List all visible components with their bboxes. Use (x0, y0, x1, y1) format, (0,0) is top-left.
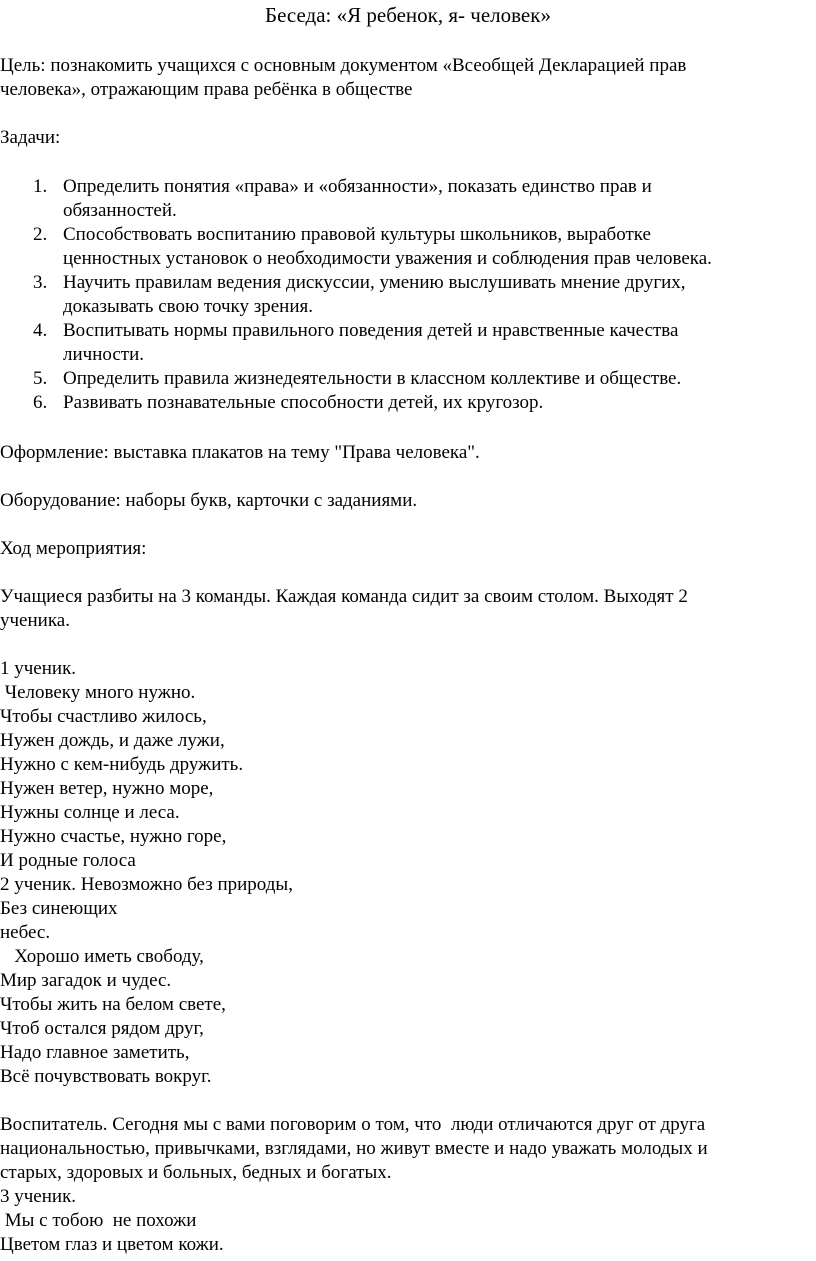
task-number: 3. (33, 272, 48, 293)
poem-line: И родные голоса (0, 850, 136, 871)
task-item (0, 367, 810, 391)
task-line: личности. (63, 344, 145, 365)
poem-line: 1 ученик. (0, 658, 77, 679)
speech-line: национальностью, привычками, взглядами, но живут вместе и надо уважать молодых и (0, 1138, 708, 1159)
document-title: Беседа: «Я ребенок, я- человек» (265, 3, 551, 27)
task-line: Определить правила жизнедеятельности в классном коллективе и обществе. (63, 368, 682, 389)
task-line: обязанностей. (63, 200, 177, 221)
poem-line: Без синеющих (0, 898, 118, 919)
goal-line: Цель: познакомить учащихся с основным документом «Всеобщей Декларацией прав (0, 55, 687, 76)
task-item (0, 319, 810, 367)
task-line: Определить понятия «права» и «обязанности», показать единство прав и (63, 176, 652, 197)
task-line: Воспитывать нормы правильного поведения детей и нравственные качества (63, 320, 679, 341)
task-line: ценностных установок о необходимости уважения и соблюдения прав человека. (63, 248, 712, 269)
equipment-paragraph: Оборудование: наборы букв, карточки с заданиями. (0, 490, 418, 511)
task-line: Способствовать воспитанию правовой культуры школьников, выработке (63, 224, 651, 245)
task-line: Научить правилам ведения дискуссии, умению выслушивать мнение других, (63, 272, 686, 293)
task-number: 6. (33, 392, 48, 413)
poem-line: Надо главное заметить, (0, 1042, 190, 1063)
poem-line: Чтобы счастливо жилось, (0, 706, 207, 727)
tasks-list (0, 175, 810, 415)
task-item (0, 223, 810, 271)
poem-line: Чтоб остался рядом друг, (0, 1018, 204, 1039)
poem-line: Нужно с кем-нибудь дружить. (0, 754, 244, 775)
task-number: 5. (33, 368, 48, 389)
intro-line: ученика. (0, 610, 70, 631)
speech-line: Мы с тобою не похожи (0, 1210, 197, 1231)
poem-line: небес. (0, 922, 51, 943)
task-item (0, 175, 810, 223)
intro-line: Учащиеся разбиты на 3 команды. Каждая команда сидит за своим столом. Выходят 2 (0, 586, 688, 607)
teacher-speech (0, 1113, 800, 1257)
poem-line: Нужно счастье, нужно горе, (0, 826, 227, 847)
speech-line: Цветом глаз и цветом кожи. (0, 1234, 224, 1255)
poem-line: 2 ученик. Невозможно без природы, (0, 874, 293, 895)
design-paragraph: Оформление: выставка плакатов на тему "Права человека". (0, 442, 480, 463)
poem-block (0, 657, 800, 1089)
task-item (0, 271, 810, 319)
poem-line: Человеку много нужно. (0, 682, 196, 703)
goal-paragraph (0, 54, 800, 102)
task-line: доказывать свою точку зрения. (63, 296, 314, 317)
poem-line: Всё почувствовать вокруг. (0, 1066, 212, 1087)
goal-line: человека», отражающим права ребёнка в обществе (0, 79, 413, 100)
intro-paragraph (0, 585, 800, 633)
poem-line: Нужен ветер, нужно море, (0, 778, 214, 799)
procedure-heading: Ход мероприятия: (0, 538, 147, 559)
poem-line: Нужны солнце и леса. (0, 802, 180, 823)
task-number: 4. (33, 320, 48, 341)
tasks-heading: Задачи: (0, 127, 61, 148)
poem-line: Хорошо иметь свободу, (0, 946, 204, 967)
task-number: 2. (33, 224, 48, 245)
task-line: Развивать познавательные способности детей, их кругозор. (63, 392, 544, 413)
speech-line: 3 ученик. (0, 1186, 77, 1207)
speech-line: старых, здоровых и больных, бедных и богатых. (0, 1162, 392, 1183)
poem-line: Мир загадок и чудес. (0, 970, 172, 991)
speech-line: Воспитатель. Сегодня мы с вами поговорим о том, что люди отличаются друг от друга (0, 1114, 706, 1135)
task-item (0, 391, 810, 415)
poem-line: Нужен дождь, и даже лужи, (0, 730, 225, 751)
poem-line: Чтобы жить на белом свете, (0, 994, 226, 1015)
task-number: 1. (33, 176, 48, 197)
